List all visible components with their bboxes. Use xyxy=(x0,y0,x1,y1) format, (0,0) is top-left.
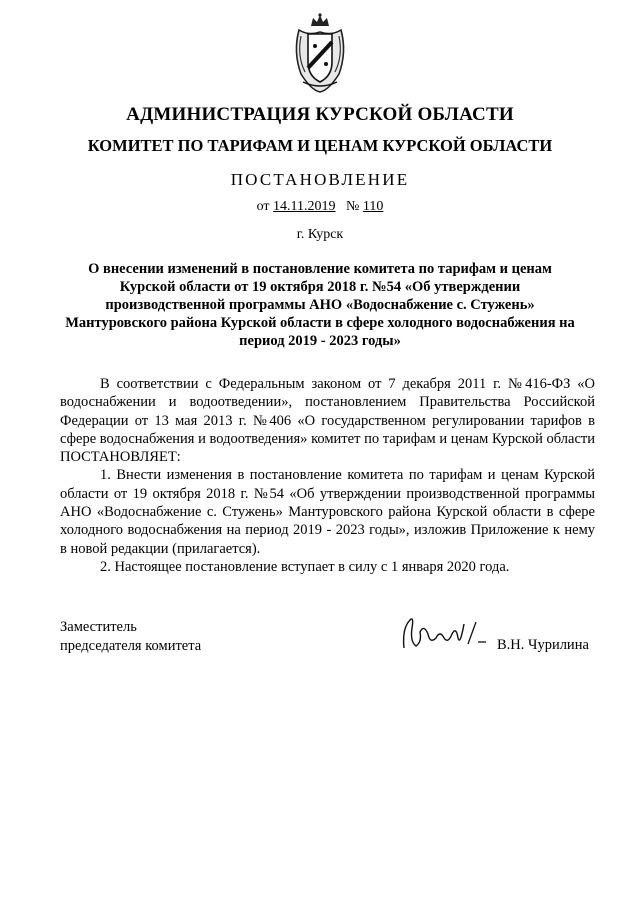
document-body xyxy=(60,375,595,576)
document-type: ПОСТАНОВЛЕНИЕ xyxy=(230,170,410,189)
administration-title: АДМИНИСТРАЦИЯ КУРСКОЙ ОБЛАСТИ xyxy=(126,104,514,125)
document-date: 14.11.2019 xyxy=(273,199,336,214)
coat-of-arms-icon xyxy=(291,12,349,94)
number-prefix: № xyxy=(346,199,360,214)
date-prefix: от xyxy=(256,199,270,214)
document-number: 110 xyxy=(362,199,384,214)
body-paragraph-3: 2. Настоящее постановление вступает в силу с 1 января 2020 года. xyxy=(100,558,510,575)
city: г. Курск xyxy=(296,227,344,242)
body-paragraph-1: В соответствии с Федеральным законом от 7 декабря 2011 г. №416-ФЗ «О водоснабжении и водоотведении», постановлением Правительства Российской Федерации от 13 мая 2013 г. №406 «О государственном регулировании тарифов в сфере водоснабжения и водоотведения» комитет по тарифам и ценам Курской области ПОСТАНОВЛЯЕТ: xyxy=(60,376,595,466)
signatory-title-line-2: председателя комитета xyxy=(60,638,202,654)
signatory-title-line-1: Заместитель xyxy=(60,619,137,635)
handwritten-signature xyxy=(398,612,488,656)
committee-title: КОМИТЕТ ПО ТАРИФАМ И ЦЕНАМ КУРСКОЙ ОБЛАСТИ xyxy=(87,136,553,155)
signatory-name: В.Н. Чурилина xyxy=(497,637,589,653)
date-number-line xyxy=(0,199,640,215)
body-paragraph-2: 1. Внести изменения в постановление комитета по тарифам и ценам Курской области от 19 октября 2018 г. №54 «Об утверждении производственной программы АНО «Водоснабжение с. Стужень» Мантуровского района Курской области в сфере холодного водоснабжения на период 2019 - 2023 годы», изложив Приложение к нему в новой редакции (прилагается). xyxy=(60,467,595,557)
document-subject: О внесении изменений в постановление комитета по тарифам и ценам Курской области от 19 октября 2018 г. №54 «Об утверждении производственной программы АНО «Водоснабжение с. Стужень» Мантуровского района Курской области в сфере холодного водоснабжения на период 2019 - 2023 годы» xyxy=(65,261,575,349)
signatory-title xyxy=(60,618,201,656)
